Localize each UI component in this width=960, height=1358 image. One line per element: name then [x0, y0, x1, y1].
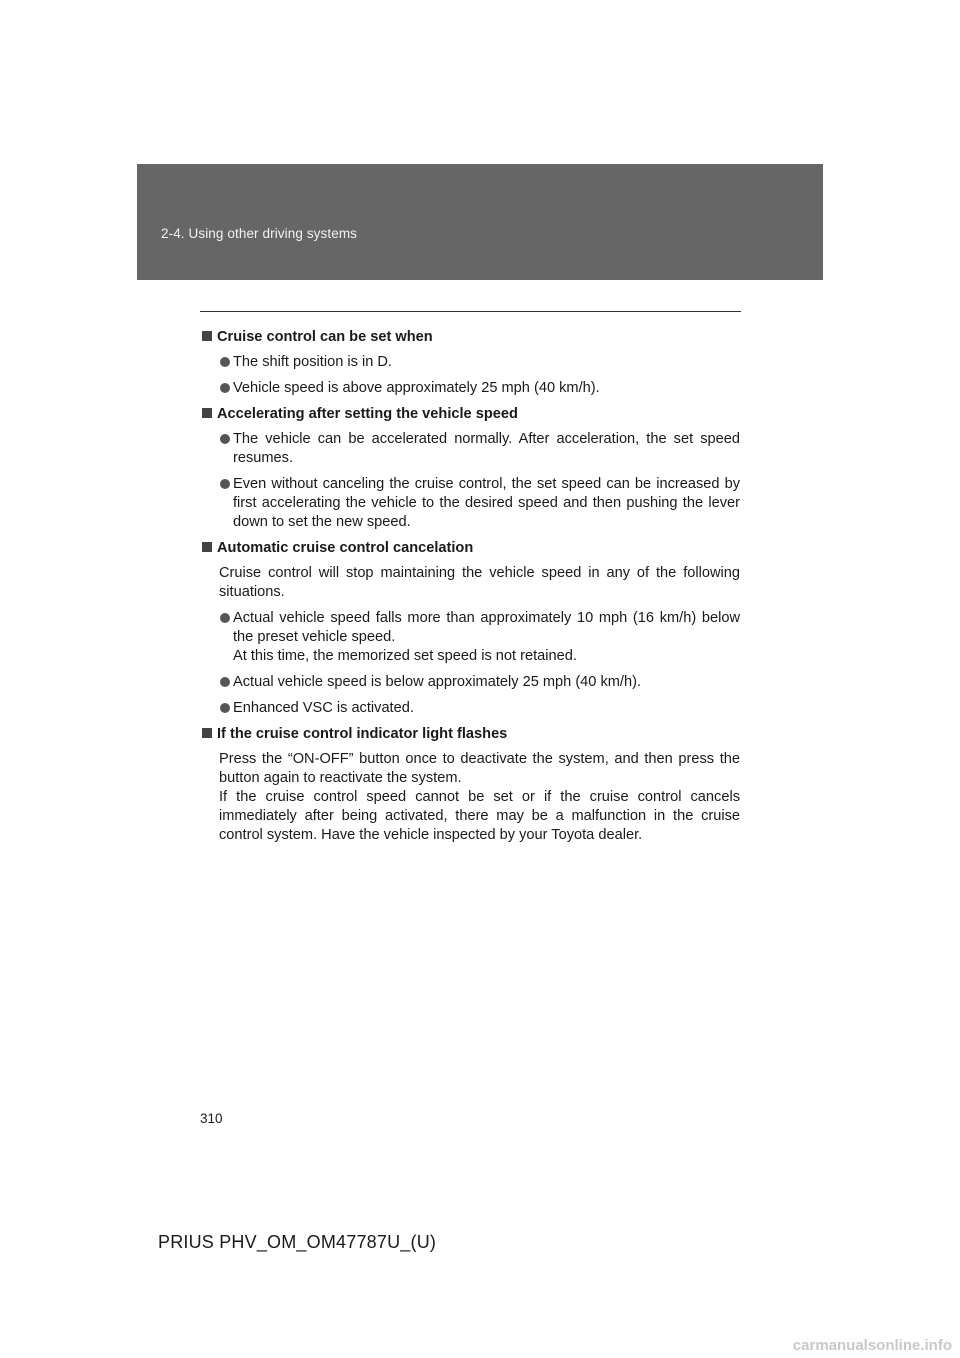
square-bullet-icon	[202, 542, 212, 552]
paragraph: Cruise control will stop maintaining the vehicle speed in any of the following situations.	[219, 565, 740, 600]
square-bullet-icon	[202, 331, 212, 341]
list-item-text: Even without canceling the cruise control, the set speed can be increased by first accelerating the vehicle to the desired speed and then pushing the lever down to set the new speed.	[233, 476, 740, 530]
list-item-text: Actual vehicle speed falls more than approximately 10 mph (16 km/h) below the preset vehicle speed. At this time, the memorized set speed is not retained.	[233, 610, 740, 664]
list-item-text: Enhanced VSC is activated.	[233, 700, 414, 716]
page-number: 310	[200, 1111, 223, 1126]
list-item-text: The vehicle can be accelerated normally. After acceleration, the set speed resumes.	[233, 431, 740, 466]
section-heading-text: Cruise control can be set when	[217, 329, 433, 345]
section-heading	[200, 405, 740, 424]
round-bullet-icon	[219, 475, 233, 532]
section-heading-text: Automatic cruise control cancelation	[217, 540, 474, 556]
list-item	[200, 379, 740, 398]
header-band	[137, 164, 823, 280]
top-divider	[200, 311, 741, 312]
list-item-text: Vehicle speed is above approximately 25 mph (40 km/h).	[233, 380, 600, 396]
section	[200, 539, 740, 718]
round-bullet-icon	[219, 699, 233, 718]
square-bullet-icon	[202, 408, 212, 418]
round-bullet-icon	[219, 379, 233, 398]
list-item	[200, 475, 740, 532]
list-item	[200, 673, 740, 692]
section-breadcrumb: 2-4. Using other driving systems	[161, 226, 358, 241]
watermark: carmanualsonline.info	[792, 1337, 952, 1354]
document-code: PRIUS PHV_OM_OM47787U_(U)	[158, 1232, 437, 1252]
section-heading-text: If the cruise control indicator light flashes	[217, 726, 508, 742]
round-bullet-icon	[219, 430, 233, 468]
list-item	[200, 430, 740, 468]
list-item-text: Actual vehicle speed is below approximately 25 mph (40 km/h).	[233, 674, 642, 690]
paragraph: Press the “ON-OFF” button once to deactivate the system, and then press the button again to reactivate the system. If the cruise control speed cannot be set or if the cruise control cancels immediately after being activated, there may be a malfunction in the cruise control system. Have the vehicle inspected by your Toyota dealer.	[219, 751, 740, 843]
list-item	[200, 699, 740, 718]
list-item	[200, 353, 740, 372]
square-bullet-icon	[202, 728, 212, 738]
list-item	[200, 609, 740, 666]
round-bullet-icon	[219, 673, 233, 692]
round-bullet-icon	[219, 353, 233, 372]
section	[200, 405, 740, 532]
section-heading-text: Accelerating after setting the vehicle speed	[217, 406, 518, 422]
section-heading	[200, 725, 740, 744]
list-item-text: The shift position is in D.	[233, 354, 392, 370]
round-bullet-icon	[219, 609, 233, 666]
section-heading	[200, 539, 740, 558]
section	[200, 328, 740, 398]
manual-content	[200, 328, 740, 852]
section	[200, 725, 740, 845]
section-heading	[200, 328, 740, 347]
